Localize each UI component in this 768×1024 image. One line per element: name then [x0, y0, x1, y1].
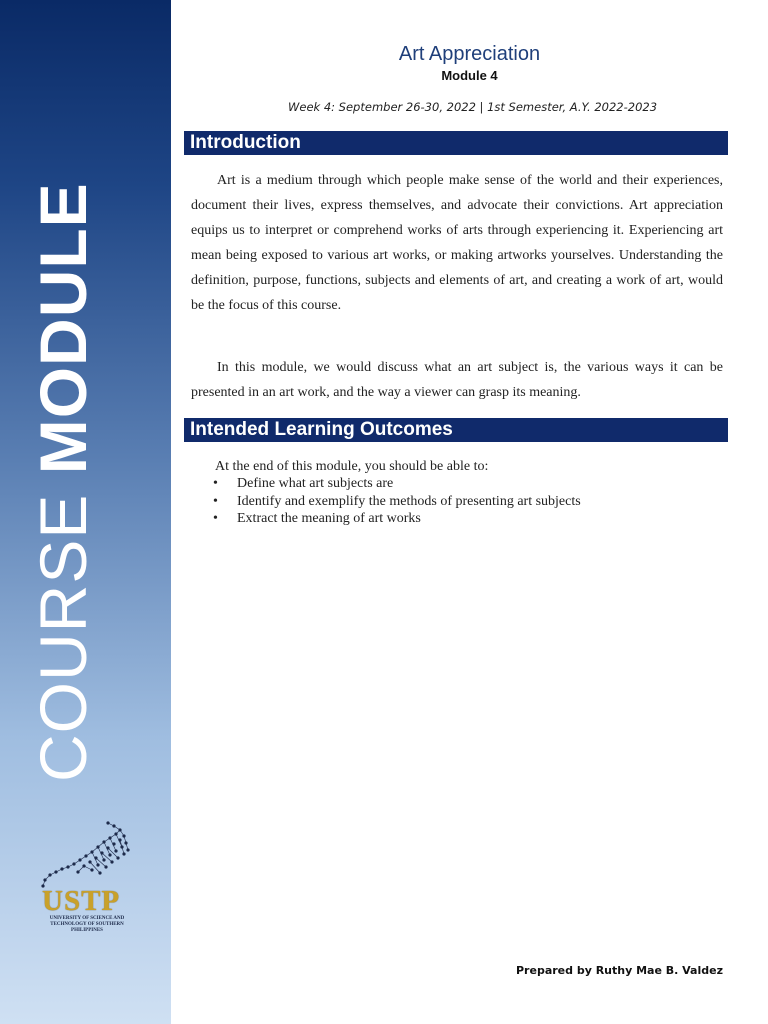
learning-outcomes-list [213, 475, 581, 528]
module-title-bold: MODULE [26, 182, 100, 475]
week-and-semester: Week 4: September 26-30, 2022 | 1st Semester, A.Y. 2022-2023 [288, 100, 658, 114]
introduction-heading: Introduction [184, 131, 728, 155]
bullet-icon: • [213, 476, 218, 491]
introduction-paragraph-1-text: Art is a medium through which people make sense of the world and their experiences, document their lives, express themselves, and advocate their convictions. Art appreciation equips us to interpret or comprehend works of arts through experiencing it. Experiencing art mean being exposed to various art works, or making artworks yourselves. Understanding the definition, purpose, functions, subjects and elements of art, and creating a work of art, would be the focus of this course. [191, 173, 723, 313]
bullet-icon: • [213, 511, 218, 526]
list-item-text: Extract the meaning of art works [237, 511, 421, 526]
learning-outcomes-intro: At the end of this module, you should be able to: [215, 459, 489, 474]
learning-outcomes-heading: Intended Learning Outcomes [184, 418, 728, 442]
introduction-paragraph-2 [191, 355, 723, 405]
course-module-vertical-title [8, 182, 118, 782]
list-item-text: Identify and exemplify the methods of presenting art subjects [237, 493, 581, 509]
introduction-paragraph-1 [191, 168, 723, 318]
prepared-by: Prepared by Ruthy Mae B. Valdez [516, 964, 723, 977]
list-item-text: Define what art subjects are [237, 476, 394, 491]
list-item [213, 510, 581, 528]
course-title-light: COURSE [26, 474, 100, 782]
module-number: Module 4 [441, 68, 498, 83]
list-item [213, 493, 581, 511]
ustp-logo-subtitle: UNIVERSITY OF SCIENCE AND TECHNOLOGY OF SOUTHERN PHILIPPINES [49, 916, 125, 933]
ustp-logo-wordmark: USTP [42, 885, 121, 917]
introduction-paragraph-2-text: In this module, we would discuss what an art subject is, the various ways it can be presented in an art work, and the way a viewer can grasp its meaning. [191, 360, 723, 400]
list-item [213, 475, 581, 493]
course-title: Art Appreciation [398, 43, 541, 65]
bullet-icon: • [213, 493, 218, 509]
sidebar [0, 0, 171, 1024]
